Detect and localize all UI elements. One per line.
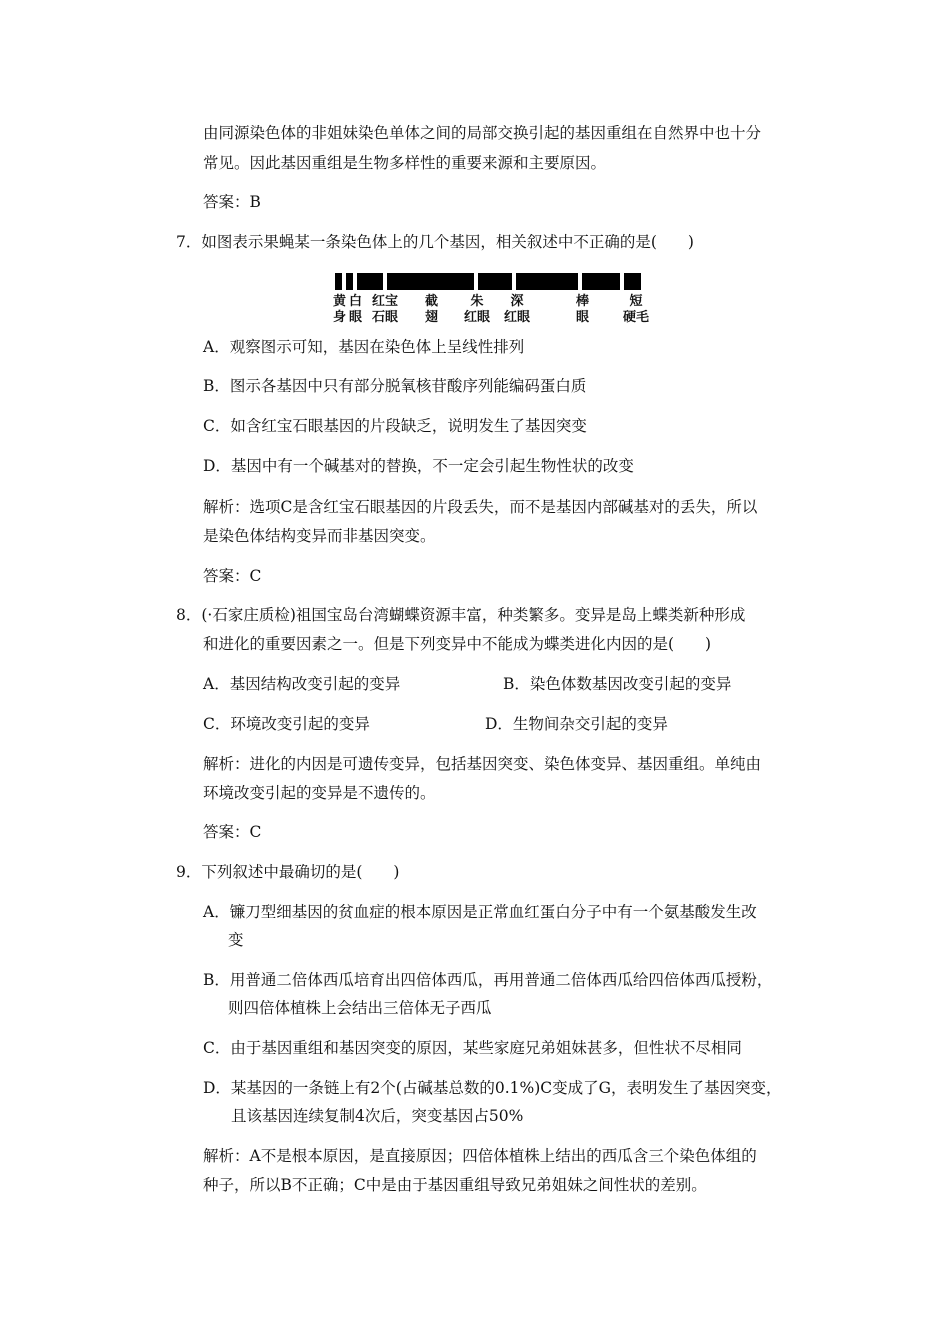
intro-answer: 答案：B xyxy=(203,193,261,211)
q7-option-d: D．基因中有一个碱基对的替换，不一定会引起生物性状的改变 xyxy=(203,457,634,475)
q9-option-b-1: B．用普通二倍体西瓜培育出四倍体西瓜，再用普通二倍体西瓜给四倍体西瓜授粉， xyxy=(203,971,773,989)
intro-line-1: 由同源染色体的非姐妹染色单体之间的局部交换引起的基因重组在自然界中也十分 xyxy=(203,124,762,142)
intro-line-2: 常见。因此基因重组是生物多样性的重要来源和主要原因。 xyxy=(203,154,607,172)
q7-option-a: A．观察图示可知，基因在染色体上呈线性排列 xyxy=(203,338,525,356)
q9-analysis-1: 解析：A不是根本原因，是直接原因；四倍体植株上结出的西瓜含三个染色体组的 xyxy=(203,1147,757,1165)
q7-analysis-2: 是染色体结构变异而非基因突变。 xyxy=(203,527,436,545)
gene-segment xyxy=(387,273,474,290)
gene-segment xyxy=(335,273,342,290)
gene-label-yellow-body: 黄 身 xyxy=(333,294,347,325)
gene-label-cut-wing: 截 翅 xyxy=(425,294,439,325)
gene-label-garnet-eye: 深 红眼 xyxy=(504,294,531,325)
q8-analysis-1: 解析：进化的内因是可遗传变异，包括基因突变、染色体变异、基因重组。单纯由 xyxy=(203,755,762,773)
q9-stem: 9．下列叙述中最确切的是( ) xyxy=(176,863,400,881)
gene-label-short-bristle: 短 硬毛 xyxy=(623,294,650,325)
q8-stem-2: 和进化的重要因素之一。但是下列变异中不能成为蝶类进化内因的是( ) xyxy=(203,635,712,653)
q7-analysis-1: 解析：选项C是含红宝石眼基因的片段丢失，而不是基因内部碱基对的丢失，所以 xyxy=(203,498,758,516)
q9-option-d-1: D．某基因的一条链上有2个(占碱基总数的0.1%)C变成了G，表明发生了基因突变， xyxy=(203,1079,782,1097)
gene-label-ruby-eye: 红宝 石眼 xyxy=(372,294,399,325)
gene-segment xyxy=(582,273,620,290)
q8-option-a: A．基因结构改变引起的变异 xyxy=(203,675,401,693)
q9-option-b-2: 则四倍体植株上会结出三倍体无子西瓜 xyxy=(228,999,492,1017)
gene-segment xyxy=(478,273,512,290)
q7-stem: 7．如图表示果蝇某一条染色体上的几个基因，相关叙述中不正确的是( ) xyxy=(176,233,694,251)
q8-analysis-2: 环境改变引起的变异是不遗传的。 xyxy=(203,784,436,802)
q8-option-b: B．染色体数基因改变引起的变异 xyxy=(503,675,732,693)
gene-label-vermilion-eye: 朱 红眼 xyxy=(464,294,491,325)
q7-option-b: B．图示各基因中只有部分脱氧核苷酸序列能编码蛋白质 xyxy=(203,377,587,395)
q9-option-a-2: 变 xyxy=(228,931,244,949)
q9-option-d-2: 且该基因连续复制4次后，突变基因占50% xyxy=(231,1107,524,1125)
chromosome-bar xyxy=(335,273,652,290)
gene-label-white-eye: 白 眼 xyxy=(349,294,363,325)
gene-segment xyxy=(346,273,353,290)
q8-option-c: C．环境改变引起的变异 xyxy=(203,715,370,733)
gene-segment xyxy=(516,273,578,290)
q9-analysis-2: 种子，所以B不正确；C中是由于基因重组导致兄弟姐妹之间性状的差别。 xyxy=(203,1176,707,1194)
q7-option-c: C．如含红宝石眼基因的片段缺乏，说明发生了基因突变 xyxy=(203,417,587,435)
q7-answer: 答案：C xyxy=(203,567,262,585)
gene-segment xyxy=(357,273,383,290)
q8-answer: 答案：C xyxy=(203,823,262,841)
q8-stem-1: 8．(·石家庄质检)祖国宝岛台湾蝴蝶资源丰富，种类繁多。变异是岛上蝶类新种形成 xyxy=(176,606,746,624)
q9-option-a-1: A．镰刀型细基因的贫血症的根本原因是正常血红蛋白分子中有一个氨基酸发生改 xyxy=(203,903,757,921)
gene-label-bar-eye: 棒 眼 xyxy=(576,294,590,325)
q8-option-d: D．生物间杂交引起的变异 xyxy=(485,715,668,733)
gene-segment xyxy=(624,273,641,290)
q9-option-c: C．由于基因重组和基因突变的原因，某些家庭兄弟姐妹甚多，但性状不尽相同 xyxy=(203,1039,742,1057)
